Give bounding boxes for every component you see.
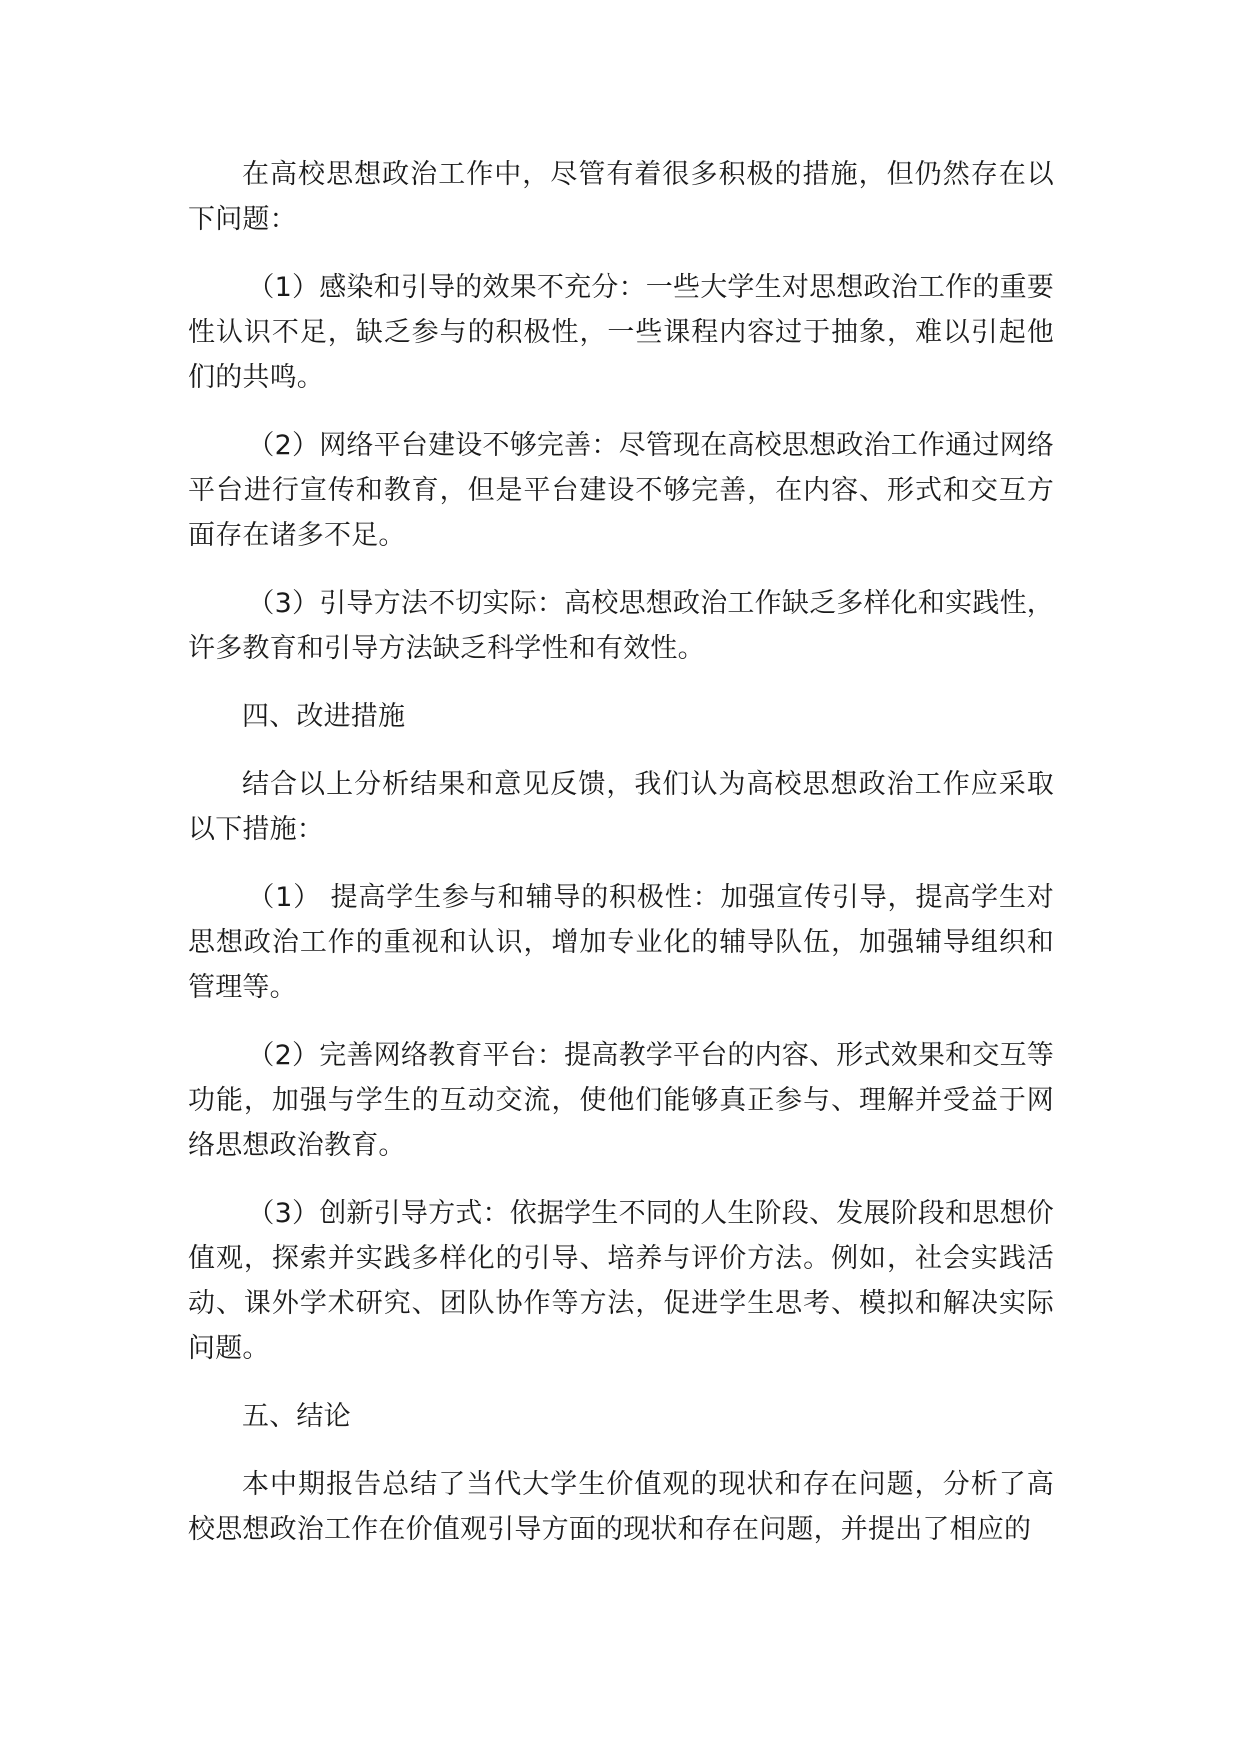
- paragraph-conclusion: 本中期报告总结了当代大学生价值观的现状和存在问题，分析了高校思想政治工作在价值观引导方面的现状和存在问题，并提出了相应的: [188, 1469, 1054, 1545]
- paragraph-problem-3: （3）引导方法不切实际：高校思想政治工作缺乏多样化和实践性，许多教育和引导方法缺乏科学性和有效性。: [188, 588, 1054, 664]
- paragraph-measure-2: （2）完善网络教育平台：提高教学平台的内容、形式效果和交互等功能，加强与学生的互动交流，使他们能够真正参与、理解并受益于网络思想政治教育。: [188, 1040, 1054, 1161]
- paragraph-measure-3: （3）创新引导方式：依据学生不同的人生阶段、发展阶段和思想价值观，探索并实践多样化的引导、培养与评价方法。例如，社会实践活动、课外学术研究、团队协作等方法，促进学生思考、模拟和解决实际问题。: [188, 1198, 1054, 1364]
- paragraph-intro-problems: 在高校思想政治工作中，尽管有着很多积极的措施，但仍然存在以下问题：: [188, 159, 1054, 235]
- paragraph-problem-1: （1）感染和引导的效果不充分：一些大学生对思想政治工作的重要性认识不足，缺乏参与的积极性，一些课程内容过于抽象，难以引起他们的共鸣。: [188, 272, 1054, 393]
- paragraph-problem-2: （2）网络平台建设不够完善：尽管现在高校思想政治工作通过网络平台进行宣传和教育，但是平台建设不够完善，在内容、形式和交互方面存在诸多不足。: [188, 430, 1054, 551]
- section-heading-improvements: 四、改进措施: [242, 701, 406, 732]
- paragraph-intro-measures: 结合以上分析结果和意见反馈，我们认为高校思想政治工作应采取以下措施：: [188, 769, 1054, 845]
- section-heading-conclusion: 五、结论: [242, 1401, 351, 1432]
- document-body: [188, 152, 1054, 1575]
- paragraph-measure-1: （1） 提高学生参与和辅导的积极性：加强宣传引导，提高学生对思想政治工作的重视和认识，增加专业化的辅导队伍，加强辅导组织和管理等。: [188, 882, 1054, 1003]
